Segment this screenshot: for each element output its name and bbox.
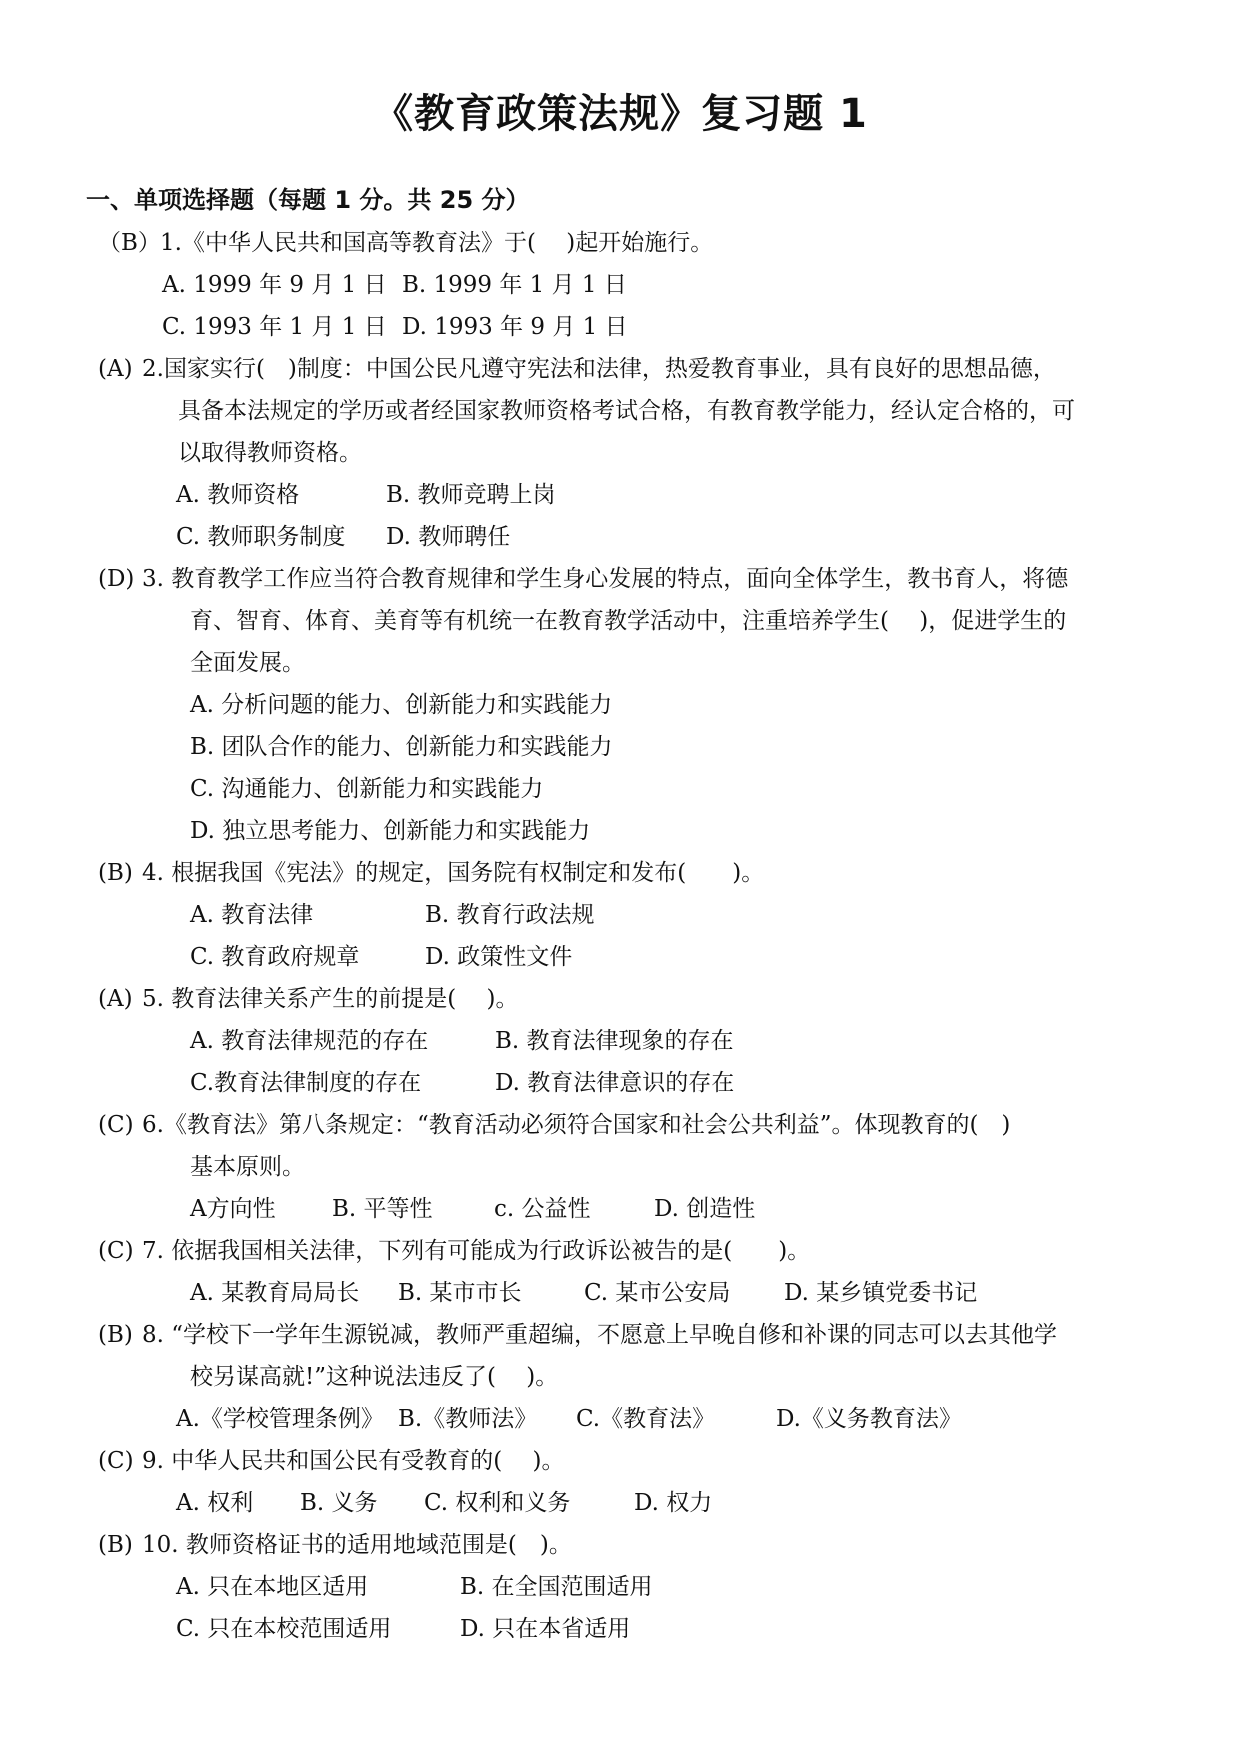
question-text-cont: 以取得教师资格。	[178, 440, 362, 466]
question-text: 5. 教育法律关系产生的前提是( )。	[142, 986, 519, 1012]
option-c: C. 某市公安局	[584, 1280, 731, 1306]
question-text: 10. 教师资格证书的适用地域范围是( )。	[142, 1532, 572, 1558]
option-b: B. 1999 年 1 月 1 日	[402, 272, 627, 298]
options-row	[98, 1608, 1158, 1650]
question-text-cont: 全面发展。	[190, 650, 305, 676]
question-text-cont: 具备本法规定的学历或者经国家教师资格考试合格，有教育教学能力，经认定合格的，可	[178, 398, 1075, 424]
options-row	[98, 1062, 1158, 1104]
option-c: c. 公益性	[494, 1196, 591, 1222]
option-c: C. 教育政府规章	[190, 944, 360, 970]
option-a: A. 分析问题的能力、创新能力和实践能力	[190, 692, 613, 718]
answer-label: (C)	[98, 1448, 134, 1474]
question-text-cont: 育、智育、体育、美育等有机统一在教育教学活动中，注重培养学生( )，促进学生的	[190, 608, 1067, 634]
options-row	[98, 1398, 1158, 1440]
question-text-cont: 基本原则。	[190, 1154, 305, 1180]
option-d: D. 独立思考能力、创新能力和实践能力	[190, 818, 591, 844]
answer-label: (A)	[98, 986, 133, 1012]
options-row	[98, 1272, 1158, 1314]
question-2	[98, 348, 1158, 390]
section-heading: 一、单项选择题（每题 1 分。共 25 分）	[86, 186, 530, 214]
answer-label: （B）	[98, 230, 161, 256]
option-a: A. 教育法律规范的存在	[190, 1028, 429, 1054]
options-row	[98, 264, 1158, 306]
option-b: B. 团队合作的能力、创新能力和实践能力	[190, 734, 613, 760]
option-b: B. 某市市长	[398, 1280, 522, 1306]
option-d: D. 某乡镇党委书记	[784, 1280, 978, 1306]
option-b: B.《教师法》	[398, 1406, 538, 1432]
option-a: A. 某教育局局长	[190, 1280, 360, 1306]
option-c: C.教育法律制度的存在	[190, 1070, 422, 1096]
options-row	[98, 1188, 1158, 1230]
answer-label: (B)	[98, 1532, 133, 1558]
option-d: D. 政策性文件	[425, 944, 573, 970]
option-d: D. 教育法律意识的存在	[495, 1070, 735, 1096]
answer-label: (A)	[98, 356, 133, 382]
answer-label: (B)	[98, 860, 133, 886]
option-d: D. 1993 年 9 月 1 日	[402, 314, 628, 340]
question-text: 8. “学校下一学年生源锐减，教师严重超编，不愿意上早晚自修和补课的同志可以去其他学	[142, 1322, 1058, 1348]
option-b: B. 教育法律现象的存在	[495, 1028, 734, 1054]
option-c: C.《教育法》	[576, 1406, 716, 1432]
question-text: 3. 教育教学工作应当符合教育规律和学生身心发展的特点，面向全体学生，教书育人，将德	[142, 566, 1069, 592]
question-text-cont: 校另谋高就!”这种说法违反了( )。	[190, 1364, 559, 1390]
question-list	[98, 222, 1158, 1650]
option-a: A. 教育法律	[190, 902, 314, 928]
question-text: 6.《教育法》第八条规定：“教育活动必须符合国家和社会公共利益”。体现教育的( )	[142, 1112, 1011, 1138]
option-d: D. 教师聘任	[386, 524, 511, 550]
options-row	[98, 894, 1158, 936]
answer-label: (B)	[98, 1322, 133, 1348]
question-text: 7. 依据我国相关法律，下列有可能成为行政诉讼被告的是( )。	[142, 1238, 811, 1264]
answer-label: (C)	[98, 1238, 134, 1264]
options-row	[98, 306, 1158, 348]
option-a: A. 教师资格	[176, 482, 300, 508]
option-c: C. 教师职务制度	[176, 524, 346, 550]
option-b: B. 平等性	[332, 1196, 433, 1222]
question-5	[98, 978, 1158, 1020]
option-a: A. 1999 年 9 月 1 日	[162, 272, 387, 298]
options-row	[98, 936, 1158, 978]
options-row	[98, 516, 1158, 558]
option-a: A.《学校管理条例》	[176, 1406, 384, 1432]
answer-label: (C)	[98, 1112, 134, 1138]
options-row	[98, 1482, 1158, 1524]
option-a: A. 权利	[176, 1490, 254, 1516]
options-row	[98, 474, 1158, 516]
option-b: B. 教师竞聘上岗	[386, 482, 556, 508]
option-c: C. 只在本校范围适用	[176, 1616, 392, 1642]
option-d: D. 创造性	[654, 1196, 756, 1222]
option-a: A方向性	[190, 1196, 276, 1222]
option-b: B. 教育行政法规	[425, 902, 595, 928]
question-text: 4. 根据我国《宪法》的规定，国务院有权制定和发布( )。	[142, 860, 765, 886]
question-9	[98, 1440, 1158, 1482]
question-6	[98, 1104, 1158, 1146]
question-3	[98, 558, 1158, 600]
question-7	[98, 1230, 1158, 1272]
option-c: C. 1993 年 1 月 1 日	[162, 314, 387, 340]
option-a: A. 只在本地区适用	[176, 1574, 369, 1600]
question-text: 2.国家实行( )制度：中国公民凡遵守宪法和法律，热爱教育事业，具有良好的思想品德，	[142, 356, 1056, 382]
option-c: C. 沟通能力、创新能力和实践能力	[190, 776, 544, 802]
question-4	[98, 852, 1158, 894]
answer-label: (D)	[98, 566, 135, 592]
question-1	[98, 222, 1158, 264]
question-10	[98, 1524, 1158, 1566]
option-d: D. 权力	[634, 1490, 713, 1516]
question-text: 1.《中华人民共和国高等教育法》于( )起开始施行。	[160, 230, 714, 256]
options-row	[98, 1566, 1158, 1608]
document-title: 《教育政策法规》复习题 1	[373, 91, 868, 137]
question-8	[98, 1314, 1158, 1356]
question-text: 9. 中华人民共和国公民有受教育的( )。	[142, 1448, 565, 1474]
option-b: B. 义务	[300, 1490, 378, 1516]
option-d: D. 只在本省适用	[460, 1616, 631, 1642]
option-b: B. 在全国范围适用	[460, 1574, 653, 1600]
option-c: C. 权利和义务	[424, 1490, 571, 1516]
options-row	[98, 1020, 1158, 1062]
option-d: D.《义务教育法》	[776, 1406, 962, 1432]
